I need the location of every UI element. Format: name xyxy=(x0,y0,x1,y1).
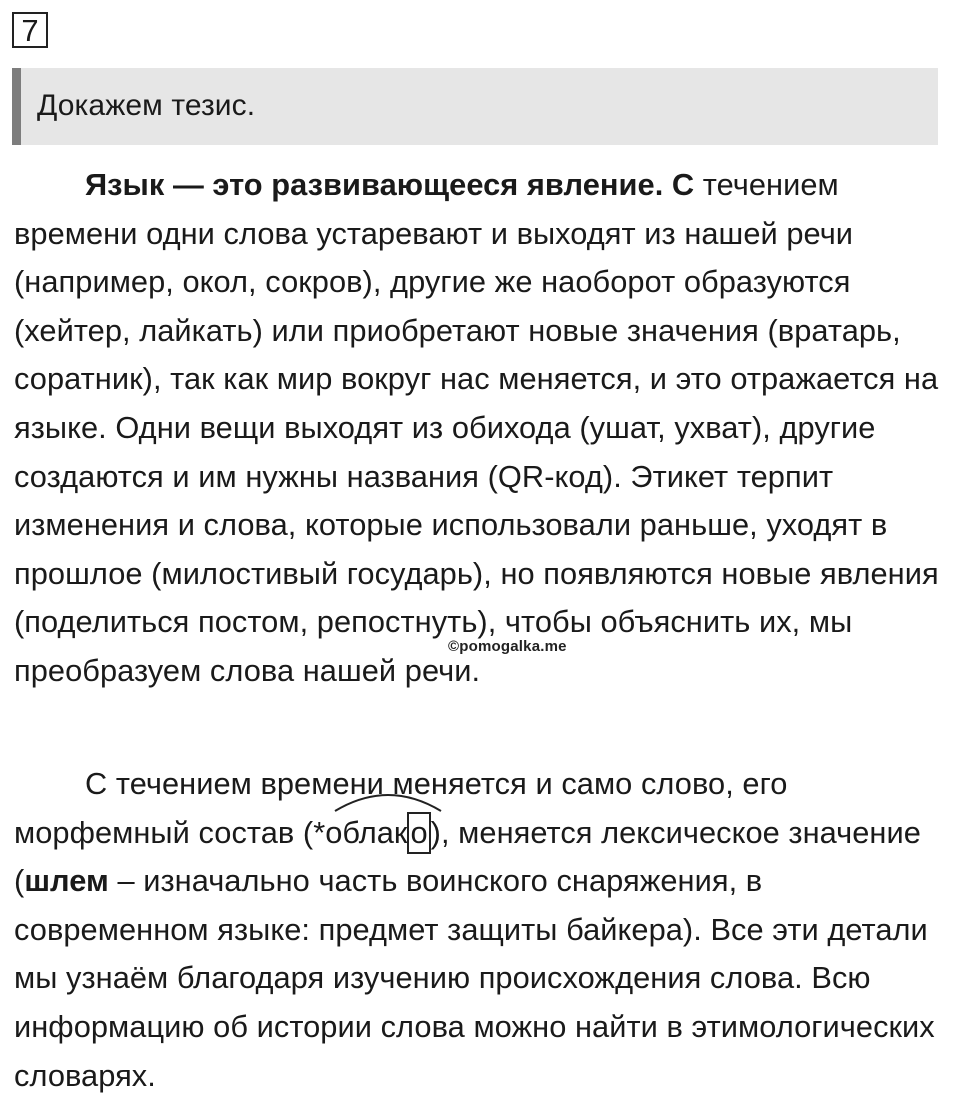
example-prefix: * xyxy=(313,814,326,850)
thesis-banner xyxy=(12,68,938,145)
paragraph-2-part-2: ), меняется лексическое значение ( xyxy=(14,814,921,899)
paragraph-2-part-1: С течением времени меняется и само слово, его морфемный состав ( xyxy=(14,766,788,850)
paragraph-1-text: течением времени одни слова устаревают и выходят из нашей речи (например, окол, сокров), другие же наоборот образуются (хейтер, лайкать) или приобретают новые значения (вратарь, соратник), так как мир вокруг нас меняется, и это отражается на языке. Одни вещи выходят из обихода (ушат, ухват), другие создаются и им нужны названия (QR-код). Этикет терпит изменения и слова, которые использовали раньше, уходят в прошлое (милостивый государь), но появляются новые явления (поделиться постом, репостнуть), чтобы объяснить их, мы преобразуем слова нашей речи. xyxy=(14,167,939,688)
paragraph-1-bold-lead: Язык — это развивающееся явление. С xyxy=(85,167,695,202)
paragraph-2-part-3: – изначально часть воинского снаряжения, в современном языке: предмет защиты байкера). Все эти детали мы узнаём благодаря изучению происхождения слова. Всю информацию об истории слова можно найти в этимологических словарях. xyxy=(14,863,935,1093)
morpheme-example xyxy=(313,809,430,858)
task-number-box xyxy=(12,12,48,48)
watermark: ©pomogalka.me xyxy=(448,638,567,655)
paragraph-2 xyxy=(14,760,944,1100)
example-ending: о xyxy=(407,812,430,854)
thesis-text: Докажем тезис. xyxy=(37,89,256,122)
example-root: облак xyxy=(325,814,408,850)
paragraph-1 xyxy=(14,161,944,696)
root-arc-mark xyxy=(333,785,443,815)
bold-word-shlem: шлем xyxy=(24,863,109,899)
task-number: 7 xyxy=(21,13,39,48)
